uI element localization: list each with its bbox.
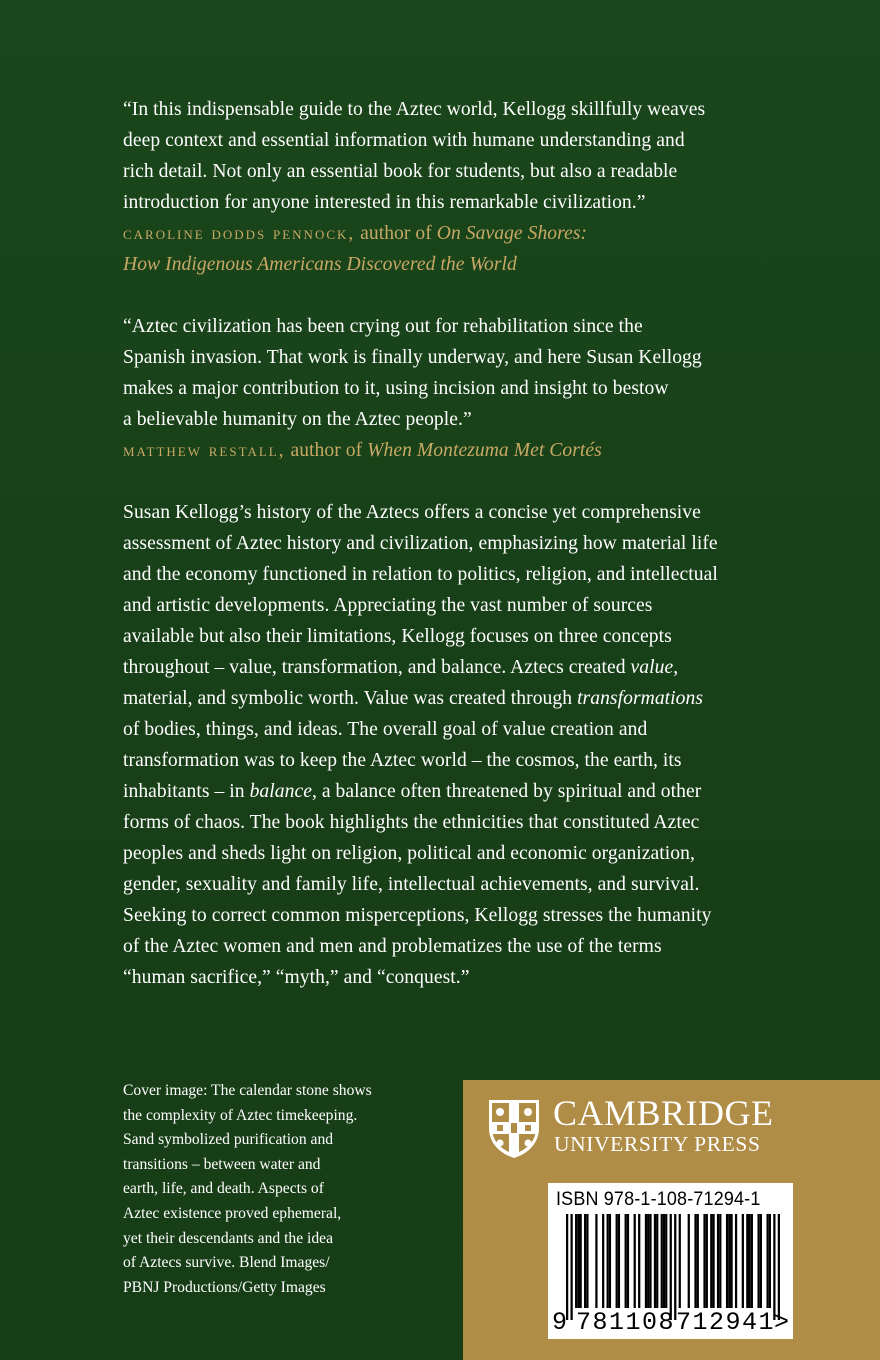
barcode-bar bbox=[710, 1214, 712, 1308]
barcode-bar bbox=[645, 1214, 647, 1308]
barcode-bar bbox=[638, 1214, 640, 1308]
barcode-bar bbox=[634, 1214, 636, 1308]
barcode-bar bbox=[656, 1214, 658, 1308]
description-line: of the Aztec women and men and problematizes the use of the terms bbox=[123, 936, 662, 957]
barcode-bar bbox=[760, 1214, 762, 1308]
italic-term-balance: balance bbox=[249, 781, 312, 802]
quote-line: “Aztec civilization has been crying out for rehabilitation since the bbox=[123, 316, 643, 337]
author-of-text: author of bbox=[355, 223, 437, 244]
description-text: , bbox=[673, 657, 679, 678]
barcode-guard-bar bbox=[773, 1214, 775, 1320]
isbn-label: ISBN 978-1-108-71294-1 bbox=[556, 1188, 761, 1210]
barcode-guard-bar bbox=[571, 1214, 573, 1320]
barcode-bar bbox=[602, 1214, 604, 1308]
barcode-bar bbox=[627, 1214, 629, 1308]
barcode-right-digits: 712941 bbox=[676, 1308, 776, 1337]
description-line: of bodies, things, and ideas. The overall goal of value creation and bbox=[123, 719, 648, 740]
description-line bbox=[123, 652, 823, 683]
barcode-left-digits: 781108 bbox=[576, 1308, 676, 1337]
quote-line: introduction for anyone interested in this remarkable civilization.” bbox=[123, 192, 646, 213]
caption-line: yet their descendants and the idea bbox=[123, 1229, 333, 1247]
quote-line: a believable humanity on the Aztec people.” bbox=[123, 409, 472, 430]
quote-attribution bbox=[123, 435, 823, 466]
barcode-bar bbox=[654, 1214, 656, 1308]
barcode-bar bbox=[575, 1214, 577, 1308]
quote-attribution bbox=[123, 218, 823, 249]
barcode-guard-bar bbox=[670, 1214, 672, 1320]
barcode-bar bbox=[577, 1214, 579, 1308]
italic-term-transformations: transformations bbox=[577, 688, 704, 709]
publisher-panel bbox=[463, 1080, 880, 1360]
quote-line: Spanish invasion. That work is finally underway, and here Susan Kellogg bbox=[123, 347, 702, 368]
caption-line: earth, life, and death. Aspects of bbox=[123, 1180, 324, 1198]
description-line: available but also their limitations, Kellogg focuses on three concepts bbox=[123, 626, 672, 647]
barcode-bar bbox=[697, 1214, 699, 1308]
caption-line: PBNJ Productions/Getty Images bbox=[123, 1278, 326, 1296]
description-line: assessment of Aztec history and civilization, emphasizing how material life bbox=[123, 533, 718, 554]
isbn-barcode bbox=[548, 1183, 793, 1339]
barcode-bar bbox=[757, 1214, 759, 1308]
quote-author-name: caroline dodds pennock, bbox=[123, 223, 356, 244]
barcode-bar bbox=[679, 1214, 681, 1308]
barcode-quiet-mark: > bbox=[774, 1308, 790, 1337]
description-line: peoples and sheds light on religion, political and economic organization, bbox=[123, 843, 695, 864]
barcode-bar bbox=[748, 1214, 750, 1308]
quoted-work-title: On Savage Shores: bbox=[436, 223, 588, 244]
barcode-bar bbox=[706, 1214, 708, 1308]
barcode-bar bbox=[746, 1214, 748, 1308]
barcode-bars bbox=[566, 1214, 780, 1320]
barcode-bar bbox=[735, 1214, 737, 1308]
barcode-bar bbox=[625, 1214, 627, 1308]
barcode-guard-bar bbox=[778, 1214, 780, 1320]
barcode-bar bbox=[751, 1214, 753, 1308]
barcode-digits bbox=[548, 1309, 793, 1339]
barcode-bar bbox=[728, 1214, 730, 1308]
description-text: throughout – value, transformation, and balance. Aztecs created bbox=[123, 657, 631, 678]
endorsement-quote-1 bbox=[123, 94, 823, 280]
author-of-text: author of bbox=[285, 440, 368, 461]
barcode-bar bbox=[688, 1214, 690, 1308]
quote-line: rich detail. Not only an essential book for students, but also a readable bbox=[123, 161, 678, 182]
description-line: Seeking to correct common misperceptions, Kellogg stresses the humanity bbox=[123, 905, 712, 926]
barcode-bar bbox=[730, 1214, 732, 1308]
caption-line: transitions – between water and bbox=[123, 1155, 321, 1173]
barcode-bar bbox=[616, 1214, 618, 1308]
barcode-guard-bar bbox=[674, 1214, 676, 1320]
quote-line: deep context and essential information with humane understanding and bbox=[123, 130, 685, 151]
description-line: transformation was to keep the Aztec world – the cosmos, the earth, its bbox=[123, 750, 682, 771]
cambridge-crest-icon bbox=[487, 1098, 541, 1160]
barcode-bar bbox=[769, 1214, 771, 1308]
description-line bbox=[123, 683, 823, 714]
description-line: and artistic developments. Appreciating the vast number of sources bbox=[123, 595, 653, 616]
description-line: “human sacrifice,” “myth,” and “conquest.” bbox=[123, 967, 470, 988]
description-line: Susan Kellogg’s history of the Aztecs offers a concise yet comprehensive bbox=[123, 502, 701, 523]
quote-line: “In this indispensable guide to the Aztec world, Kellogg skillfully weaves bbox=[123, 99, 706, 120]
quoted-work-title: When Montezuma Met Cortés bbox=[367, 440, 602, 461]
cover-image-caption bbox=[123, 1079, 443, 1300]
quote-author-name: matthew restall, bbox=[123, 440, 286, 461]
caption-line: Sand symbolized purification and bbox=[123, 1131, 334, 1149]
barcode-bar bbox=[665, 1214, 667, 1308]
caption-line: the complexity of Aztec timekeeping. bbox=[123, 1106, 358, 1124]
publisher-subtitle: UNIVERSITY PRESS bbox=[554, 1132, 761, 1156]
barcode-bar bbox=[586, 1214, 588, 1308]
barcode-bar bbox=[595, 1214, 597, 1308]
quote-line: makes a major contribution to it, using incision and insight to bestow bbox=[123, 378, 669, 399]
description-line: gender, sexuality and family life, intellectual achievements, and survival. bbox=[123, 874, 700, 895]
barcode-bar bbox=[742, 1214, 744, 1308]
description-line bbox=[123, 776, 823, 807]
endorsement-quote-2 bbox=[123, 311, 823, 466]
barcode-bar bbox=[717, 1214, 719, 1308]
description-text: material, and symbolic worth. Value was created through bbox=[123, 688, 578, 709]
quoted-work-title-continued: How Indigenous Americans Discovered the World bbox=[123, 254, 517, 275]
caption-line: of Aztecs survive. Blend Images/ bbox=[123, 1254, 330, 1272]
barcode-bar bbox=[584, 1214, 586, 1308]
description-text: , a balance often threatened by spiritual and other bbox=[311, 781, 702, 802]
description-line: and the economy functioned in relation to politics, religion, and intellectual bbox=[123, 564, 718, 585]
publisher-name: CAMBRIDGE bbox=[553, 1093, 774, 1133]
barcode-bar bbox=[663, 1214, 665, 1308]
book-description bbox=[123, 497, 823, 993]
barcode-bar bbox=[618, 1214, 620, 1308]
caption-line: Cover image: The calendar stone shows bbox=[123, 1082, 372, 1099]
barcode-lead-digit: 9 bbox=[552, 1308, 568, 1337]
barcode-bar bbox=[607, 1214, 609, 1308]
barcode-bar bbox=[719, 1214, 721, 1308]
barcode-bar bbox=[766, 1214, 768, 1308]
barcode-guard-bar bbox=[566, 1214, 568, 1320]
barcode-bar bbox=[647, 1214, 649, 1308]
barcode-bar bbox=[726, 1214, 728, 1308]
barcode-bar bbox=[712, 1214, 714, 1308]
barcode-bar bbox=[694, 1214, 696, 1308]
description-text: inhabitants – in bbox=[123, 781, 250, 802]
description-line: forms of chaos. The book highlights the ethnicities that constituted Aztec bbox=[123, 812, 700, 833]
barcode-bar bbox=[580, 1214, 582, 1308]
barcode-bar bbox=[661, 1214, 663, 1308]
caption-line: Aztec existence proved ephemeral, bbox=[123, 1204, 342, 1222]
barcode-bar bbox=[649, 1214, 651, 1308]
barcode-bar bbox=[703, 1214, 705, 1308]
barcode-bar bbox=[609, 1214, 611, 1308]
italic-term-value: value bbox=[630, 657, 674, 678]
